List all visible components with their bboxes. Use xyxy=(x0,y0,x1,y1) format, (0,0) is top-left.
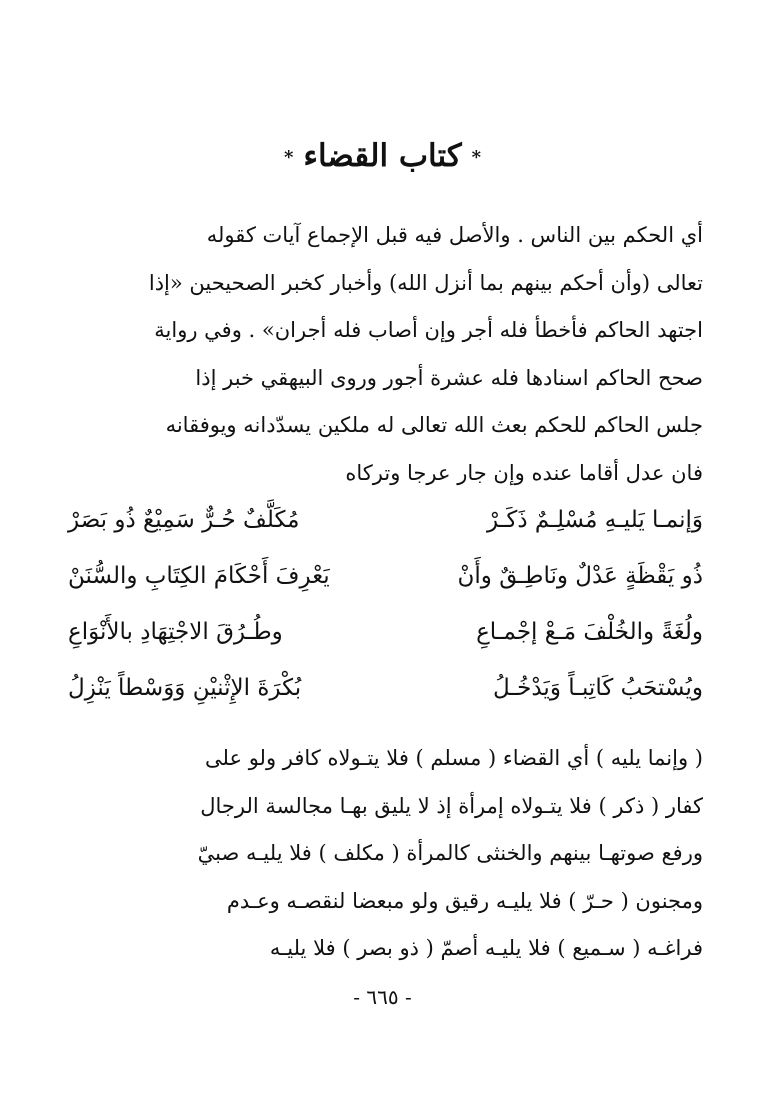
intro-line: صحح الحاكم اسنادها فله عشرة أجور وروى البيهقي خبر إذا xyxy=(195,365,703,390)
intro-line: فان عدل أقاما عنده وإن جار عرجا وتركاه xyxy=(345,460,703,485)
verse-second-hemistich: وطُـرُقَ الاجْتِهَادِ بالأَنْوَاعِ xyxy=(68,619,283,645)
verse xyxy=(68,660,703,716)
commentary-line: فراغـه ( سـميع ) فلا يليـه أصمّ ( ذو بصر ) فلا يليـه xyxy=(269,936,703,960)
verse xyxy=(68,548,703,604)
verse-second-hemistich: بُكْرَةَ الإِثْنيْنِ وَوَسْطاً يَنْزِلُ xyxy=(68,675,302,701)
verse-first-hemistich: ويُسْتحَبُ كَاتِبـاً وَيَدْخُـلُ xyxy=(492,675,703,701)
poem-verses xyxy=(68,492,703,716)
intro-paragraph xyxy=(68,212,703,497)
intro-line: تعالى (وأن أحكم بينهم بما أنزل الله) وأخبار كخبر الصحيحين «إذا xyxy=(148,270,703,295)
commentary-line: ( وإنما يليه ) أي القضاء ( مسلم ) فلا يتـولاه كافر ولو على xyxy=(205,746,703,770)
verse-first-hemistich: ولُغَةً والخُلْفَ مَـعْ إجْمـاعِ xyxy=(476,619,703,645)
commentary-line: كفار ( ذكر ) فلا يتـولاه إمرأة إذ لا يليق بهـا مجالسة الرجال xyxy=(200,793,703,818)
title-star-right: * xyxy=(471,147,482,168)
verse-second-hemistich: مُكَلَّفٌ حُـرٌّ سَمِيْعٌ ذُو بَصَرْ xyxy=(68,507,300,533)
commentary-paragraph xyxy=(68,735,703,973)
verse-first-hemistich: ذُو يَقْظَةٍ عَدْلٌ ونَاطِـقٌ وأَنْ xyxy=(457,563,703,589)
verse-first-hemistich: وَإنمـا يَليـهِ مُسْلِـمٌ ذَكَـرْ xyxy=(486,507,703,533)
intro-line: جلس الحاكم للحكم بعث الله تعالى له ملكين يسدّدانه ويوفقانه xyxy=(165,413,703,437)
commentary-line: ومجنون ( حـرّ ) فلا يليـه رقيق ولو مبعضا لنقصـه وعـدم xyxy=(226,888,703,913)
chapter-title-block xyxy=(0,138,765,174)
intro-line: اجتهد الحاكم فأخطأ فله أجر وإن أصاب فله أجران» . وفي رواية xyxy=(154,318,703,342)
title-star-left: * xyxy=(283,147,294,168)
chapter-title: كتاب القضاء xyxy=(303,138,462,174)
verse xyxy=(68,492,703,548)
verse xyxy=(68,604,703,660)
page-number: - ٦٦٥ - xyxy=(353,985,412,1009)
verse-second-hemistich: يَعْرِفَ أَحْكَامَ الكِتَابِ والسُّنَنْ xyxy=(68,563,330,589)
intro-line: أي الحكم بين الناس . والأصل فيه قبل الإجماع آيات كقوله xyxy=(206,223,703,247)
commentary-line: ورفع صوتهـا بينهم والخنثى كالمرأة ( مكلف ) فلا يليـه صبيّ xyxy=(197,841,703,865)
